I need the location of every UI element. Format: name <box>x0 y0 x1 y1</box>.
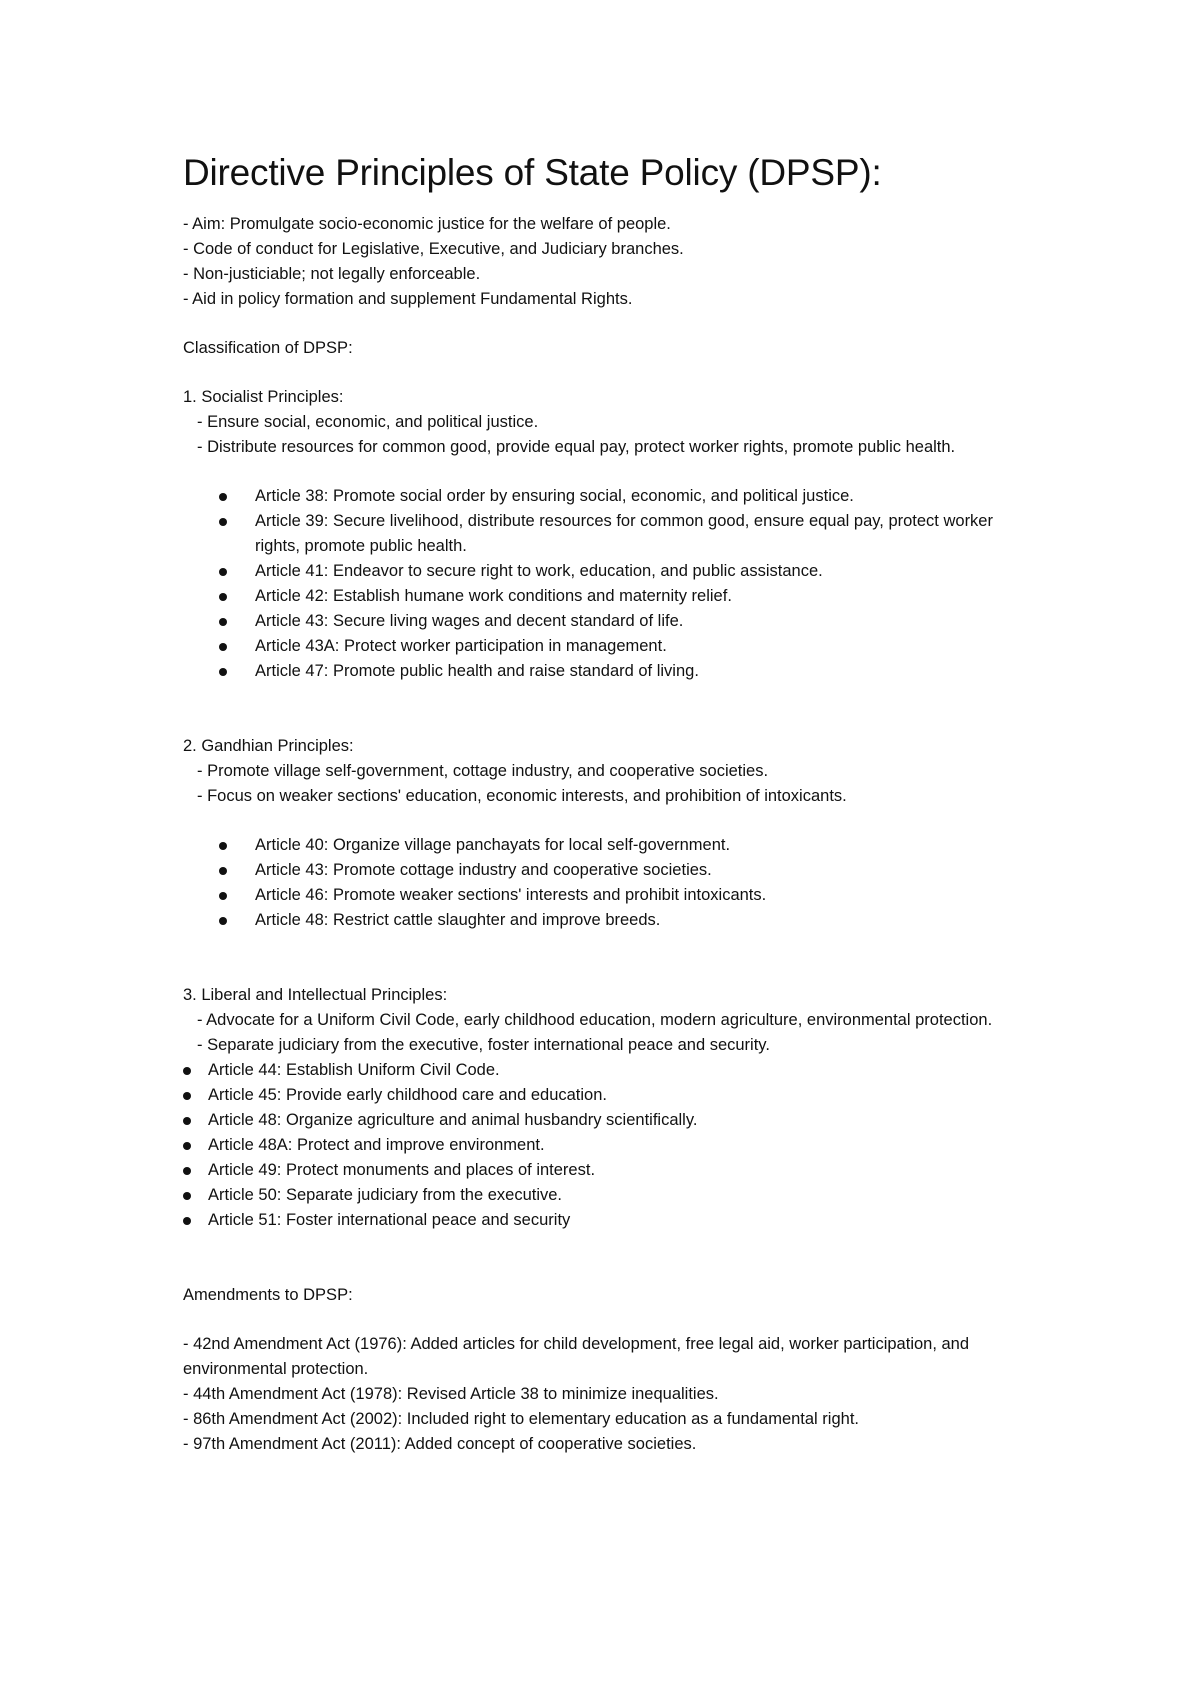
list-item: Article 48: Organize agriculture and animal husbandry scientifically. <box>183 1108 1033 1133</box>
bullet-icon <box>219 892 227 900</box>
bullet-icon <box>219 867 227 875</box>
document-body <box>183 150 1033 1457</box>
section-heading: 1. Socialist Principles: <box>183 388 344 406</box>
section-point: - Focus on weaker sections' education, economic interests, and prohibition of intoxicants. <box>197 787 847 805</box>
bullet-icon <box>183 1117 191 1125</box>
list-item: Article 39: Secure livelihood, distribute resources for common good, ensure equal pay, protect worker rights, promote public health. <box>183 509 1033 559</box>
liberal-article-list <box>183 1058 1033 1233</box>
spacer <box>183 933 1033 983</box>
intro-line: - Aid in policy formation and supplement Fundamental Rights. <box>183 290 633 308</box>
spacer <box>183 312 1033 336</box>
intro-line: - Code of conduct for Legislative, Executive, and Judiciary branches. <box>183 240 684 258</box>
list-item: Article 41: Endeavor to secure right to work, education, and public assistance. <box>183 559 1033 584</box>
section-point: - Separate judiciary from the executive, foster international peace and security. <box>197 1036 770 1054</box>
bullet-icon <box>219 518 227 526</box>
spacer <box>183 684 1033 734</box>
spacer <box>183 809 1033 833</box>
list-item: Article 43: Secure living wages and decent standard of life. <box>183 609 1033 634</box>
amendment-item: - 86th Amendment Act (2002): Included right to elementary education as a fundamental right. <box>183 1410 859 1428</box>
bullet-icon <box>183 1142 191 1150</box>
intro-line: - Aim: Promulgate socio-economic justice for the welfare of people. <box>183 215 671 233</box>
gandhian-article-list <box>183 833 1033 933</box>
list-item: Article 48: Restrict cattle slaughter and improve breeds. <box>183 908 1033 933</box>
section-point: - Advocate for a Uniform Civil Code, early childhood education, modern agriculture, environmental protection. <box>197 1011 993 1029</box>
page-title: Directive Principles of State Policy (DPSP): <box>183 152 882 193</box>
list-item: Article 47: Promote public health and raise standard of living. <box>183 659 1033 684</box>
list-item: Article 43: Promote cottage industry and cooperative societies. <box>183 858 1033 883</box>
section-point: - Ensure social, economic, and political justice. <box>197 413 539 431</box>
bullet-icon <box>219 643 227 651</box>
section-point: - Distribute resources for common good, provide equal pay, protect worker rights, promote public health. <box>197 438 956 456</box>
spacer <box>183 1308 1033 1332</box>
bullet-icon <box>219 593 227 601</box>
list-item: Article 45: Provide early childhood care and education. <box>183 1083 1033 1108</box>
amendment-item: - 44th Amendment Act (1978): Revised Article 38 to minimize inequalities. <box>183 1385 719 1403</box>
bullet-icon <box>183 1217 191 1225</box>
bullet-icon <box>219 917 227 925</box>
spacer <box>183 361 1033 385</box>
spacer <box>183 1233 1033 1283</box>
liberal-section <box>183 983 1033 1233</box>
section-heading: 3. Liberal and Intellectual Principles: <box>183 986 448 1004</box>
bullet-icon <box>219 493 227 501</box>
list-item: Article 38: Promote social order by ensuring social, economic, and political justice. <box>183 484 1033 509</box>
amendment-item: - 42nd Amendment Act (1976): Added articles for child development, free legal aid, worker participation, and environmental protection. <box>183 1335 970 1378</box>
socialist-article-list <box>183 484 1033 684</box>
amendments-section <box>183 1283 1033 1457</box>
list-item: Article 43A: Protect worker participation in management. <box>183 634 1033 659</box>
bullet-icon <box>183 1067 191 1075</box>
list-item: Article 48A: Protect and improve environment. <box>183 1133 1033 1158</box>
section-point: - Promote village self-government, cottage industry, and cooperative societies. <box>197 762 769 780</box>
list-item: Article 40: Organize village panchayats for local self-government. <box>183 833 1033 858</box>
list-item: Article 49: Protect monuments and places of interest. <box>183 1158 1033 1183</box>
gandhian-section <box>183 734 1033 933</box>
list-item: Article 51: Foster international peace and security <box>183 1208 1033 1233</box>
bullet-icon <box>183 1167 191 1175</box>
spacer <box>183 460 1033 484</box>
bullet-icon <box>219 618 227 626</box>
bullet-icon <box>219 842 227 850</box>
bullet-icon <box>183 1092 191 1100</box>
bullet-icon <box>183 1192 191 1200</box>
section-heading: 2. Gandhian Principles: <box>183 737 354 755</box>
classification-heading: Classification of DPSP: <box>183 339 353 357</box>
intro-section <box>183 212 1033 312</box>
intro-line: - Non-justiciable; not legally enforceable. <box>183 265 481 283</box>
list-item: Article 44: Establish Uniform Civil Code. <box>183 1058 1033 1083</box>
list-item: Article 50: Separate judiciary from the executive. <box>183 1183 1033 1208</box>
section-heading: Amendments to DPSP: <box>183 1286 353 1304</box>
bullet-icon <box>219 568 227 576</box>
amendment-item: - 97th Amendment Act (2011): Added concept of cooperative societies. <box>183 1435 697 1453</box>
list-item: Article 46: Promote weaker sections' interests and prohibit intoxicants. <box>183 883 1033 908</box>
list-item: Article 42: Establish humane work conditions and maternity relief. <box>183 584 1033 609</box>
socialist-section <box>183 385 1033 684</box>
bullet-icon <box>219 668 227 676</box>
